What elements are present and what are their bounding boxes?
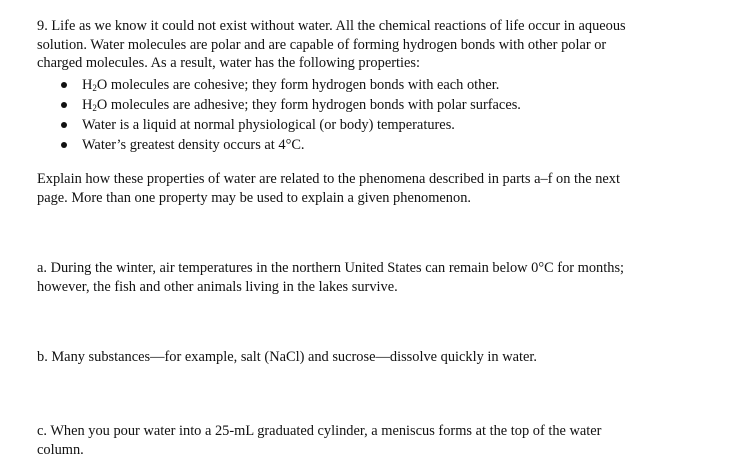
list-item	[58, 95, 521, 115]
property-prefix: H	[82, 77, 93, 93]
property-subscript: 2	[92, 83, 97, 93]
intro-line: 9. Life as we know it could not exist without water. All the chemical reactions of life occur in aqueous	[37, 18, 626, 34]
property-prefix: H	[82, 97, 93, 113]
part-c-question	[37, 422, 717, 459]
bullet-icon	[61, 102, 67, 108]
properties-list	[58, 75, 521, 155]
instruction-line: page. More than one property may be used to explain a given phenomenon.	[37, 189, 471, 206]
property-text: O molecules are cohesive; they form hydrogen bonds with each other.	[96, 77, 500, 93]
intro-line: charged molecules. As a result, water has the following properties:	[37, 55, 420, 71]
bullet-icon	[61, 142, 67, 148]
property-text: Water’s greatest density occurs at 4°C.	[82, 137, 305, 153]
instruction-paragraph	[37, 170, 717, 207]
property-text: Water is a liquid at normal physiological (or body) temperatures.	[82, 117, 455, 133]
property-text: O molecules are adhesive; they form hydrogen bonds with polar surfaces.	[96, 97, 521, 113]
bullet-icon	[61, 122, 67, 128]
question-intro	[37, 17, 717, 73]
list-item	[58, 115, 521, 135]
part-b-line: b. Many substances—for example, salt (NaCl) and sucrose—dissolve quickly in water.	[37, 349, 537, 365]
part-c-line: column.	[37, 441, 84, 458]
property-subscript: 2	[92, 103, 97, 113]
part-a-question	[37, 259, 717, 296]
instruction-line: Explain how these properties of water are related to the phenomena described in parts a–f on the next	[37, 171, 621, 187]
part-a-line: however, the fish and other animals living in the lakes survive.	[37, 278, 398, 295]
part-c-line: c. When you pour water into a 25-mL graduated cylinder, a meniscus forms at the top of the water	[37, 423, 602, 439]
part-b-question	[37, 348, 717, 367]
list-item	[58, 75, 521, 95]
intro-line: solution. Water molecules are polar and are capable of forming hydrogen bonds with other polar or	[37, 36, 607, 53]
part-a-line: a. During the winter, air temperatures in the northern United States can remain below 0°C for months;	[37, 260, 625, 276]
bullet-icon	[61, 82, 67, 88]
list-item	[58, 135, 521, 155]
